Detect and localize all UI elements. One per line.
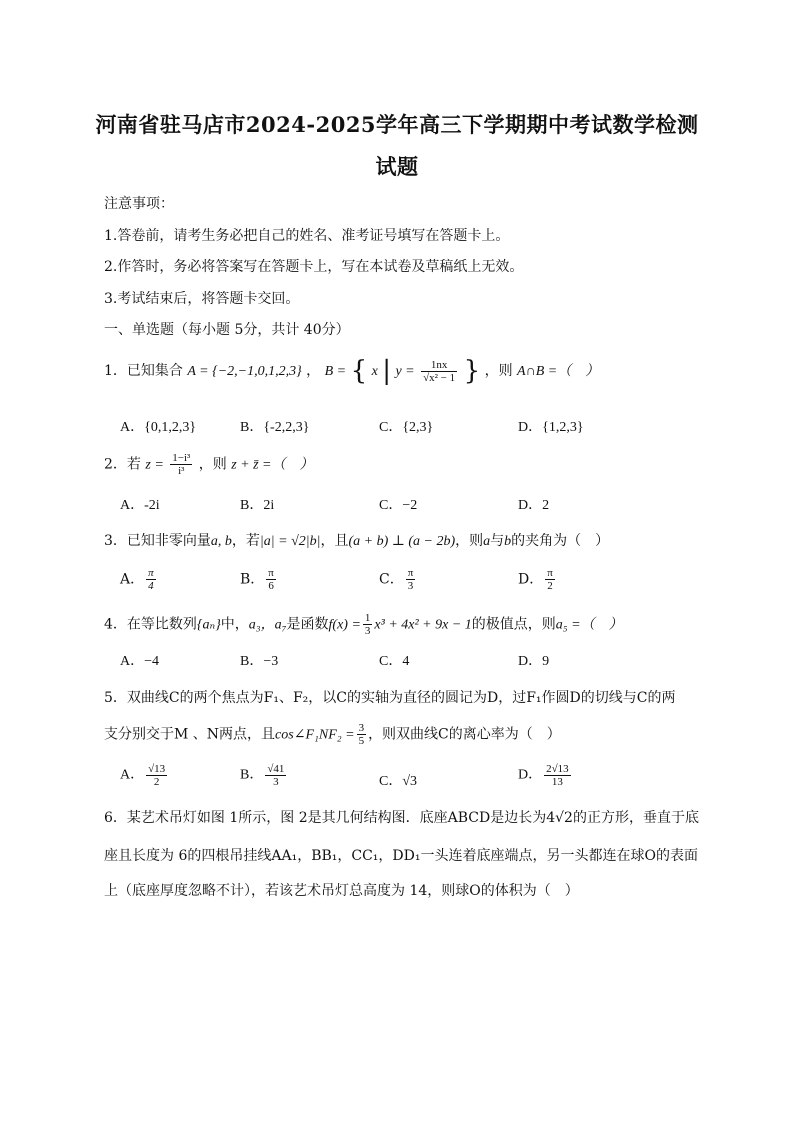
q3-option-label: C． [379, 571, 404, 588]
q1-option-c: C．{2,3} [379, 420, 434, 435]
q1-frac-num: 1nx [421, 359, 457, 372]
q5-text: 支分别交于M 、N两点，且 [104, 726, 276, 743]
frac-den: 2 [153, 776, 160, 788]
q5-option-fraction [146, 763, 167, 788]
frac-den: 13 [551, 776, 563, 788]
q4-function-lead: f(x) = [328, 617, 361, 633]
q4-option-b: B．−3 [240, 654, 279, 669]
q1-set-b-var: x [371, 364, 378, 379]
q1-set-b-lead: B = [324, 364, 347, 379]
q1-set-a: A = {−2,−1,0,1,2,3} [187, 364, 302, 379]
q1-set-b-y: y = [395, 364, 415, 379]
q3-text: ，则 [455, 533, 484, 549]
q1-comma: ， [306, 363, 321, 379]
frac-den: 2 [547, 580, 553, 592]
q2-option-a: A．-2i [120, 498, 160, 513]
frac-den: 3 [273, 776, 279, 788]
q3-option-d [518, 567, 557, 592]
q1-option-d: D．{1,2,3} [518, 420, 584, 435]
exam-title-line1: 河南省驻马店市2024-2025学年高三下学期期中考试数学检测 [95, 112, 699, 137]
q3-option-a [120, 567, 158, 592]
q5-option-c: C．√3 [379, 774, 418, 789]
q3-option-label: A． [120, 571, 145, 588]
question-3 [104, 530, 609, 550]
frac-num: √41 [267, 763, 285, 775]
q5-option-label: B． [240, 767, 264, 783]
question-4 [104, 612, 623, 637]
frac-den: 3 [407, 580, 414, 592]
question-6-line-1: 6．某艺术吊灯如图 1所示，图 2是其几何结构图．底座ABCD是边长为4√2的正方形，垂直于底 [104, 810, 699, 826]
frac-num: 3 [358, 722, 365, 734]
q2-frac-den: i³ [178, 465, 185, 477]
q5-option-fraction [544, 763, 571, 788]
frac-num: 1 [364, 612, 371, 624]
q1-brace-left-icon: { [350, 356, 368, 386]
frac-num: π [148, 567, 154, 579]
q5-option-d [518, 763, 573, 788]
section-heading: 一、单选题（每小题 5分，共计 40分） [104, 322, 350, 338]
frac-num: √13 [148, 763, 166, 775]
q4-text: 是函数 [286, 616, 329, 633]
question-5-line-1: 5．双曲线C的两个焦点为F₁、F₂，以C的实轴为直径的圆记为D，过F₁作圆D的切线与C的两 [104, 690, 676, 706]
q1-fraction [421, 359, 457, 384]
q2-tail: ，则 [198, 456, 227, 473]
exam-title-line2: 试题 [375, 154, 419, 179]
question-6-line-3: 上（底座厚度忽略不计），若该艺术吊灯总高度为 14，则球O的体积为（ ） [104, 883, 579, 899]
q1-number: 1．已知集合 [104, 363, 183, 379]
frac-num: π [547, 567, 553, 579]
q4-text: 4．在等比数列 [104, 616, 197, 633]
question-1 [104, 356, 599, 386]
frac-den: 3 [364, 625, 371, 637]
q3-option-fraction [545, 567, 555, 592]
q5-option-b [240, 763, 288, 788]
q4-text: 的极值点，则 [471, 616, 556, 633]
q2-number: 2．若 [104, 456, 141, 473]
note-item: 2.作答时，务必将答案写在答题卡上，写在本试卷及草稿纸上无效。 [104, 259, 524, 275]
q3-text: ，若 [231, 533, 260, 549]
frac-den: 5 [358, 735, 365, 747]
q3-option-label: B． [240, 571, 265, 588]
q3-text: ，且 [320, 533, 349, 549]
frac-den: 4 [148, 580, 154, 592]
q4-option-c: C．4 [379, 654, 410, 669]
frac-num: π [268, 567, 274, 579]
q1-tail: ，则 [484, 363, 513, 379]
q1-brace-right-icon: } [463, 356, 481, 386]
q2-frac-num: 1−i³ [172, 452, 191, 464]
q4-function-rest: x³ + 4x² + 9x − 1 [374, 617, 472, 633]
q1-option-a: A．{0,1,2,3} [120, 420, 197, 435]
q4-fraction [363, 612, 373, 637]
q4-text: 中， [220, 616, 249, 633]
q2-fraction [170, 452, 192, 477]
q4-option-a: A．−4 [120, 654, 160, 669]
q5-fraction [357, 722, 367, 747]
q2-option-b: B．2i [240, 498, 275, 513]
q3-option-fraction [266, 567, 276, 592]
q5-option-fraction [265, 763, 286, 788]
q2-ask: z + z̄ =（ ） [231, 457, 314, 473]
q3-text: 的夹角为（ ） [511, 533, 610, 549]
frac-num: 2√13 [546, 763, 569, 775]
frac-num: π [407, 567, 414, 579]
q3-option-b [240, 567, 278, 592]
q4-option-d: D．9 [518, 654, 550, 669]
note-item: 3.考试结束后，将答题卡交回。 [104, 291, 300, 307]
q1-bar-icon: | [382, 356, 392, 386]
q3-text: 3．已知非零向量 [104, 533, 211, 549]
q3-vectors: a, b [210, 534, 232, 549]
q5-option-a [120, 763, 169, 788]
q2-option-c: C．−2 [379, 498, 418, 513]
q3-vector-b: b [504, 534, 512, 549]
q1-option-b: B．{-2,2,3} [240, 420, 310, 435]
notes-heading: 注意事项： [104, 196, 174, 212]
q5-option-label: A． [120, 767, 145, 783]
q3-condition-1: |a| = √2|b| [259, 534, 321, 549]
q2-z: z = [145, 457, 164, 473]
q3-condition-2: (a + b) ⊥ (a − 2b) [348, 534, 456, 549]
q3-option-c [379, 567, 417, 592]
q3-option-fraction [406, 567, 416, 592]
question-2 [104, 452, 314, 477]
question-6-line-2: 座且长度为 6的四根吊挂线AA₁，BB₁，CC₁，DD₁一头连着底座端点，另一头都连在球O的表面 [104, 848, 698, 864]
q1-frac-den: √x² − 1 [423, 371, 456, 384]
q4-terms: a₃，a₇ [248, 617, 287, 633]
frac-den: 6 [268, 580, 274, 592]
q3-option-fraction [146, 567, 156, 592]
q3-option-label: D． [518, 571, 544, 588]
q5-cos: cos∠F₁NF₂ = [275, 727, 355, 743]
q3-vector-a: a [483, 534, 491, 549]
q1-ask: A∩B =（ ） [517, 364, 600, 379]
q5-option-label: D． [518, 767, 543, 783]
q2-option-d: D．2 [518, 498, 550, 513]
q5-text: ，则双曲线C的离心率为（ ） [368, 726, 561, 743]
q4-sequence: {aₙ} [196, 617, 221, 633]
q4-ask: a₅ =（ ） [555, 617, 623, 633]
question-5-line-2 [104, 722, 561, 747]
note-item: 1.答卷前，请考生务必把自己的姓名、准考证号填写在答题卡上。 [104, 228, 510, 244]
q3-text: 与 [490, 533, 505, 549]
